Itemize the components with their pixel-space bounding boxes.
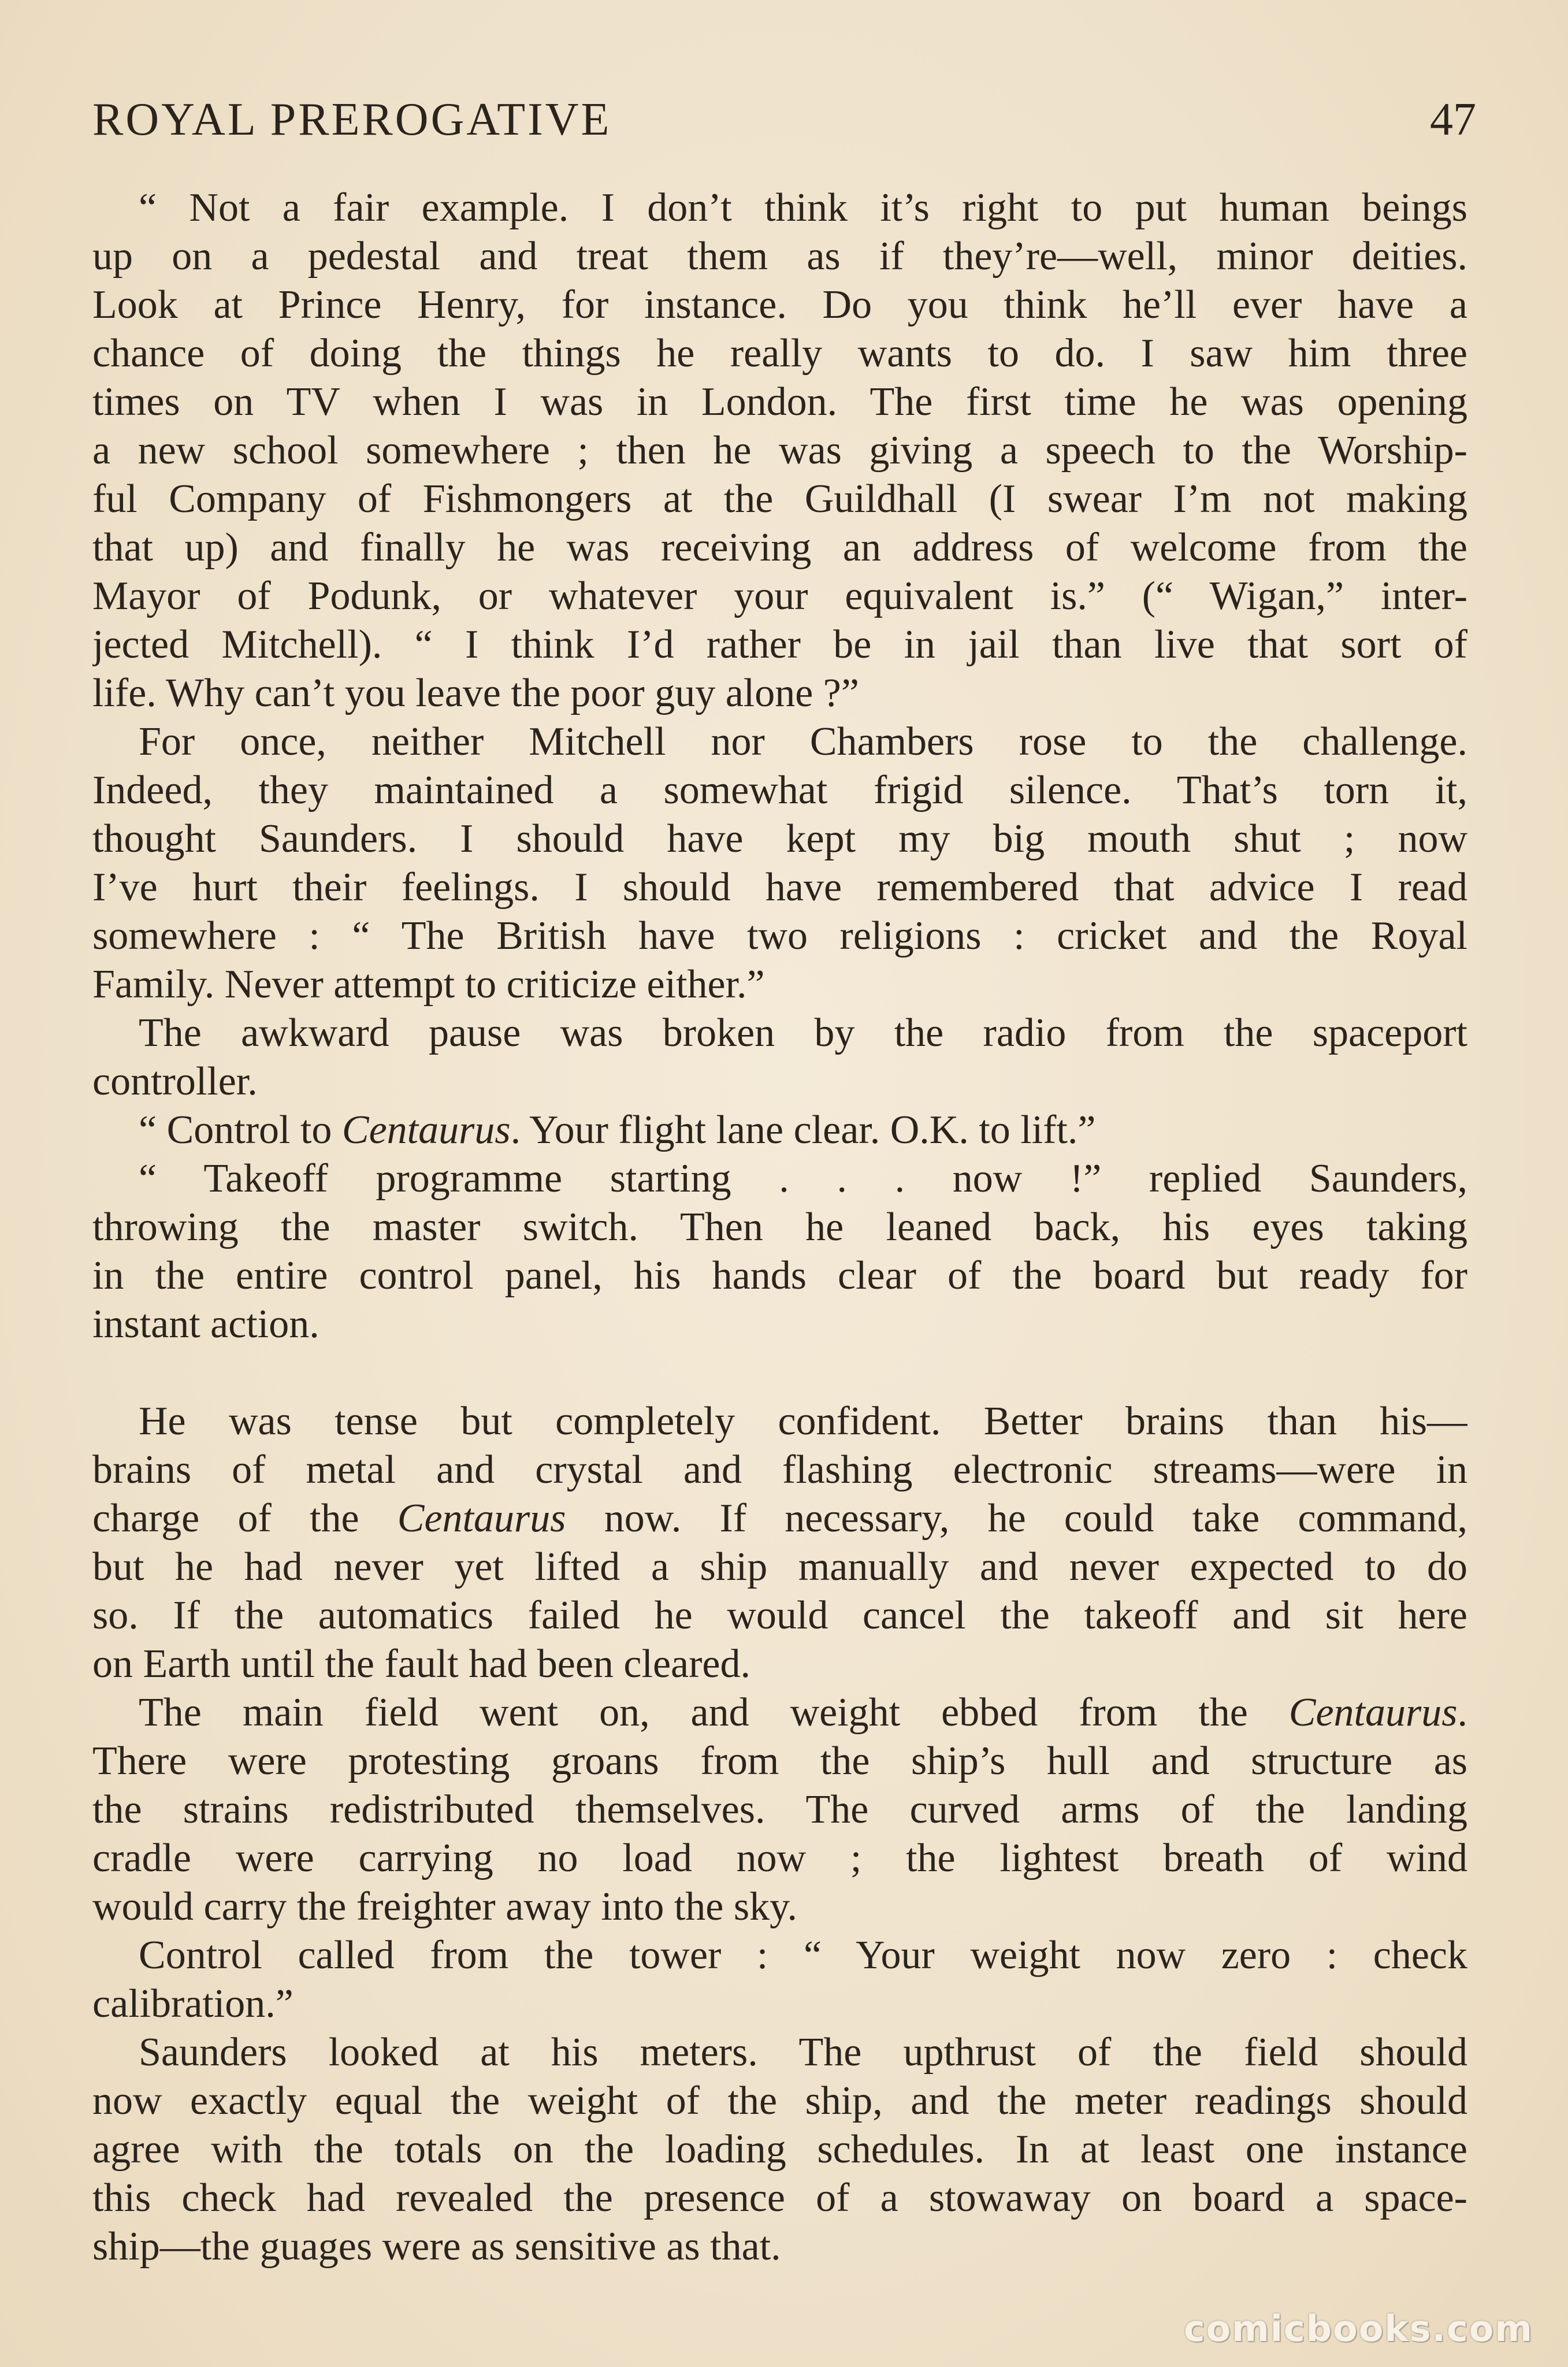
text-line: the strains redistributed themselves. The curved arms of the landing xyxy=(92,1787,1467,1832)
text-line: For once, neither Mitchell nor Chambers rose to the challenge. xyxy=(139,719,1467,764)
text-line: Control called from the tower : “ Your weight now zero : check xyxy=(139,1933,1467,1978)
text-line: He was tense but completely confident. Better brains than his— xyxy=(139,1399,1467,1444)
ship-name: Centaurus xyxy=(397,1496,566,1541)
ship-name: Centaurus xyxy=(341,1108,511,1152)
text-line: I’ve hurt their feelings. I should have remembered that advice I read xyxy=(92,865,1467,910)
text-line: a new school somewhere ; then he was giving a speech to the Worship- xyxy=(92,428,1467,473)
text-line: but he had never yet lifted a ship manually and never expected to do xyxy=(92,1545,1467,1589)
running-head: ROYAL PREROGATIVE xyxy=(92,94,612,145)
text-line: Saunders looked at his meters. The upthrust of the field should xyxy=(139,2030,1467,2075)
watermark: comicbooks.com xyxy=(1183,2307,1533,2350)
text-line: up on a pedestal and treat them as if they’re—well, minor deities. xyxy=(92,234,1467,279)
text-line: thought Saunders. I should have kept my big mouth shut ; now xyxy=(92,817,1467,861)
text-line: calibration.” xyxy=(92,1982,293,2026)
page-number: 47 xyxy=(1430,94,1476,145)
text-line: times on TV when I was in London. The first time he was opening xyxy=(92,380,1467,424)
text-line: that up) and finally he was receiving an address of welcome from the xyxy=(92,525,1467,570)
text-line: jected Mitchell). “ I think I’d rather be in jail than live that sort of xyxy=(92,622,1467,667)
text-line: charge of the Centaurus now. If necessary, he could take command, xyxy=(92,1496,1467,1541)
text-line: life. Why can’t you leave the poor guy alone ?” xyxy=(92,671,859,715)
text-line: Family. Never attempt to criticize either.” xyxy=(92,962,765,1007)
text-line: There were protesting groans from the ship’s hull and structure as xyxy=(92,1739,1467,1783)
text-line: this check had revealed the presence of a stowaway on board a space- xyxy=(92,2176,1467,2220)
text-line: The awkward pause was broken by the radio from the spaceport xyxy=(139,1011,1467,1055)
text-line: Look at Prince Henry, for instance. Do you think he’ll ever have a xyxy=(92,283,1467,327)
text-line: Mayor of Podunk, or whatever your equivalent is.” (“ Wigan,” inter- xyxy=(92,574,1467,618)
body-text xyxy=(92,184,1467,2271)
text-line: brains of metal and crystal and flashing electronic streams—were in xyxy=(92,1448,1467,1492)
text-line: ship—the guages were as sensitive as that. xyxy=(92,2224,781,2269)
section-break xyxy=(92,1349,1467,1397)
text-line: would carry the freighter away into the sky. xyxy=(92,1884,798,1929)
text-line: cradle were carrying no load now ; the lightest breath of wind xyxy=(92,1836,1467,1880)
text-line: “ Control to Centaurus. Your flight lane clear. O.K. to lift.” xyxy=(139,1108,1096,1152)
text-line: Indeed, they maintained a somewhat frigid silence. That’s torn it, xyxy=(92,768,1467,813)
text-block-2 xyxy=(92,1397,1467,2271)
page-header xyxy=(92,88,1476,151)
text-line: somewhere : “ The British have two religions : cricket and the Royal xyxy=(92,914,1467,958)
text-line: The main field went on, and weight ebbed from the Centaurus. xyxy=(139,1690,1467,1735)
text-line: on Earth until the fault had been cleared. xyxy=(92,1642,750,1686)
text-line: “ Takeoff programme starting . . . now !” replied Saunders, xyxy=(139,1156,1467,1201)
text-line: in the entire control panel, his hands clear of the board but ready for xyxy=(92,1253,1467,1298)
text-line: controller. xyxy=(92,1059,258,1104)
text-line: instant action. xyxy=(92,1302,319,1346)
text-line: “ Not a fair example. I don’t think it’s right to put human beings xyxy=(139,185,1467,230)
text-line: ful Company of Fishmongers at the Guildhall (I swear I’m not making xyxy=(92,477,1467,521)
ship-name: Centaurus xyxy=(1288,1690,1458,1735)
text-line: now exactly equal the weight of the ship, and the meter readings should xyxy=(92,2079,1467,2123)
text-block-1 xyxy=(92,184,1467,1349)
text-line: so. If the automatics failed he would cancel the takeoff and sit here xyxy=(92,1593,1467,1638)
text-line: agree with the totals on the loading schedules. In at least one instance xyxy=(92,2127,1467,2172)
text-line: throwing the master switch. Then he leaned back, his eyes taking xyxy=(92,1205,1467,1249)
text-line: chance of doing the things he really wants to do. I saw him three xyxy=(92,331,1467,376)
